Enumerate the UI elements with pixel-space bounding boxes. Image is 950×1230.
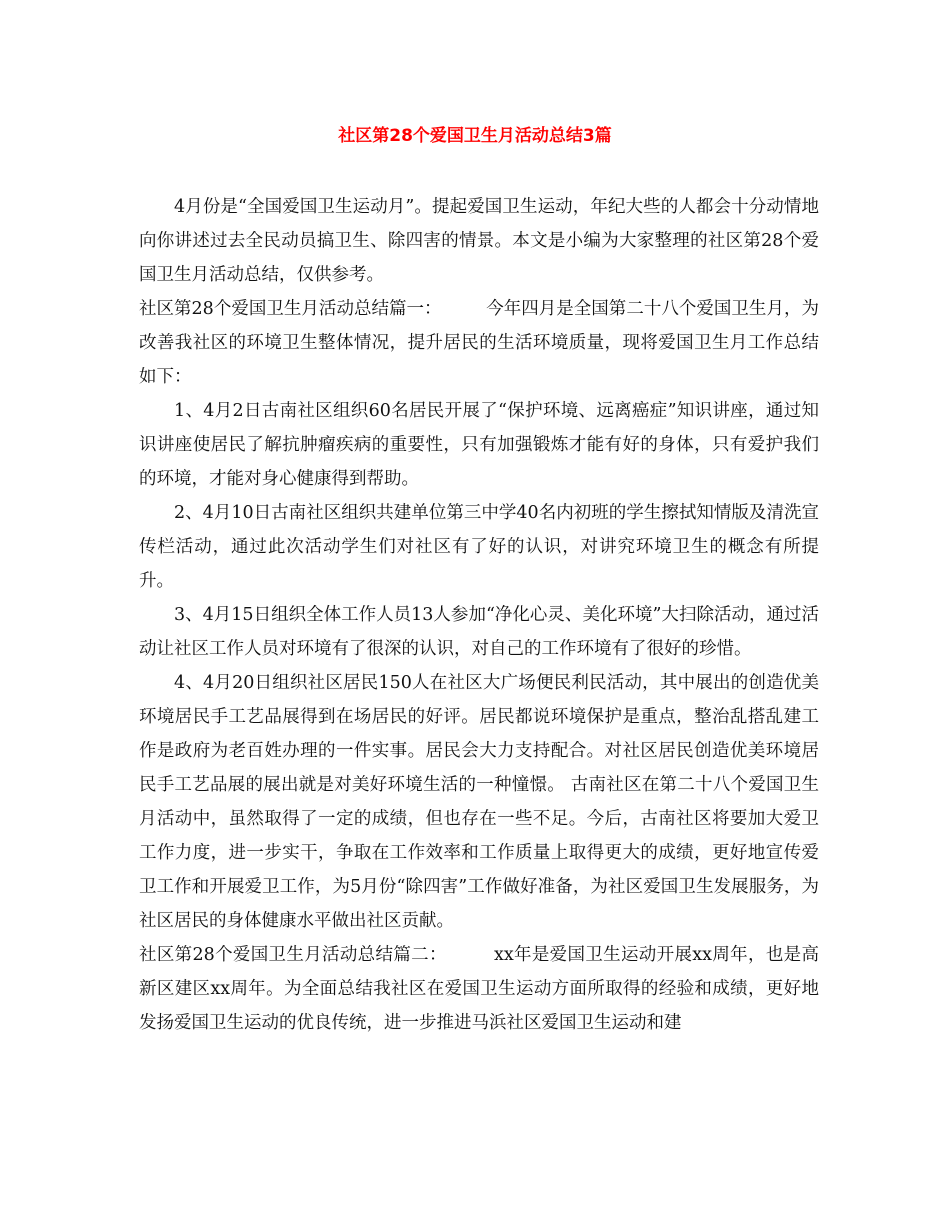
intro-paragraph: 4月份是“全国爱国卫生运动月”。提起爱国卫生运动，年纪大些的人都会十分动情地向你讲述过去全民动员搞卫生、除四害的情景。本文是小编为大家整理的社区第28个爱国卫生月活动总结，仅供参考。 bbox=[139, 197, 819, 285]
list-item-2: 2、4月10日古南社区组织共建单位第三中学40名内初班的学生擦拭知情版及清洗宣传栏活动，通过此次活动学生们对社区有了好的认识，对讲究环境卫生的概念有所提升。 bbox=[139, 503, 819, 591]
list-item-1: 1、4月2日古南社区组织60名居民开展了“保护环境、远离癌症”知识讲座，通过知识讲座使居民了解抗肿瘤疾病的重要性，只有加强锻炼才能有好的身体，只有爱护我们的环境，才能对身心健康得到帮助。 bbox=[139, 401, 819, 489]
section-one-text: 今年四月是全国第二十八个爱国卫生月，为改善我社区的环境卫生整体情况，提升居民的生活环境质量，现将爱国卫生月工作总结如下： bbox=[139, 299, 819, 387]
section-two-text: xx年是爱国卫生运动开展xx周年，也是高新区建区xx周年。为全面总结我社区在爱国卫生运动方面所取得的经验和成绩，更好地发扬爱国卫生运动的优良传统，进一步推进马浜社区爱国卫生运动和建 bbox=[139, 945, 819, 1033]
document-title: 社区第28个爱国卫生月活动总结3篇 bbox=[338, 126, 612, 146]
section-two-heading: 社区第28个爱国卫生月活动总结篇二： bbox=[139, 945, 447, 965]
list-item-3: 3、4月15日组织全体工作人员13人参加“净化心灵、美化环境”大扫除活动，通过活动让社区工作人员对环境有了很深的认识，对自己的工作环境有了很好的珍惜。 bbox=[139, 605, 819, 659]
section-two-paragraph bbox=[139, 938, 819, 1040]
document-body bbox=[139, 190, 819, 1040]
section-one-paragraph bbox=[139, 292, 819, 394]
section-one-heading: 社区第28个爱国卫生月活动总结篇一： bbox=[139, 299, 442, 319]
list-item-4: 4、4月20日组织社区居民150人在社区大广场便民利民活动，其中展出的创造优美环境居民手工艺品展得到在场居民的好评。居民都说环境保护是重点，整治乱搭乱建工作是政府为老百姓办理的一件实事。居民会大力支持配合。对社区居民创造优美环境居民手工艺品展的展出就是对美好环境生活的一种憧憬。 古南社区在第二十八个爱国卫生月活动中，虽然取得了一定的成绩，但也存在一些不足。今后，古南社区将要加大爱卫工作力度，进一步实干，争取在工作效率和工作质量上取得更大的成绩，更好地宣传爱卫工作和开展爱卫工作，为5月份“除四害”工作做好准备，为社区爱国卫生发展服务，为社区居民的身体健康水平做出社区贡献。 bbox=[139, 673, 819, 931]
